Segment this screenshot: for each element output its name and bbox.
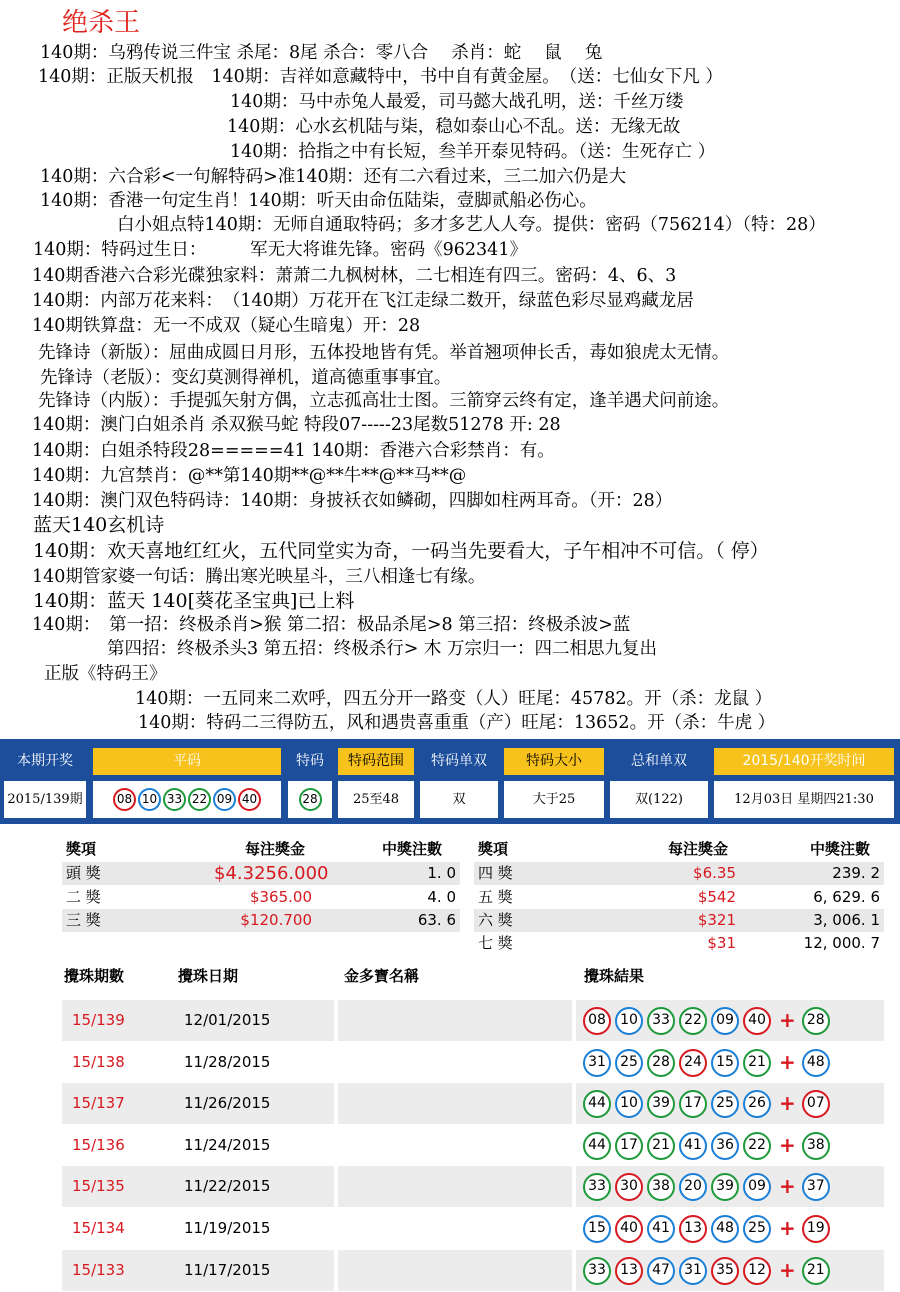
date-cell: 12/01/2015 bbox=[174, 1000, 334, 1041]
text-line: 140期铁算盘：无一不成双（疑心生暗鬼）开：28 bbox=[32, 316, 421, 336]
text-line: 140期：特码过生日： 军无大将谁先锋。密码《962341》 bbox=[33, 240, 527, 260]
text-line: 140期：九宫禁肖：@**第140期**@**牛**@**马**@ bbox=[32, 466, 467, 486]
special-number bbox=[288, 781, 332, 818]
header-size: 特码大小 bbox=[504, 748, 604, 775]
sum-odd-even: 双(122) bbox=[610, 781, 708, 818]
date-cell: 11/17/2015 bbox=[174, 1250, 334, 1291]
lottery-ball: 15 bbox=[583, 1215, 611, 1243]
issue-cell: 15/135 bbox=[62, 1166, 180, 1207]
text-line: 正版《特码王》 bbox=[44, 664, 167, 684]
issue-cell: 15/137 bbox=[62, 1083, 180, 1124]
plus-sign: + bbox=[779, 1133, 796, 1157]
lottery-ball: 40 bbox=[743, 1007, 771, 1035]
text-line: 140期：白姐杀特段28=====41 140期：香港六合彩禁肖：有。 bbox=[32, 441, 555, 461]
text-line: 第四招：终极杀头3 第五招：终极杀行> 木 万宗归一：四二相思九复出 bbox=[107, 639, 657, 659]
prize-row: 頭 獎 $4.3256.000 1. 0 bbox=[62, 862, 460, 885]
lottery-ball: 33 bbox=[583, 1257, 611, 1285]
prize-row: 二 獎 $365.00 4. 0 bbox=[66, 888, 456, 906]
table-row bbox=[62, 1083, 884, 1124]
lottery-ball: 25 bbox=[743, 1215, 771, 1243]
table-row bbox=[62, 1250, 884, 1291]
lottery-ball: 21 bbox=[743, 1049, 771, 1077]
lottery-ball: 47 bbox=[647, 1257, 675, 1285]
text-line: 140期管家婆一句话：腾出寒光映星斗，三八相逢七有缘。 bbox=[32, 567, 486, 587]
results-header-date: 攪珠日期 bbox=[178, 967, 239, 985]
lottery-ball: 17 bbox=[615, 1132, 643, 1160]
lottery-ball: 44 bbox=[583, 1090, 611, 1118]
lottery-ball: 40 bbox=[615, 1215, 643, 1243]
text-line: 140期香港六合彩光碟独家料：萧萧二九枫树林，二七相连有四三。密码：4、6、3 bbox=[32, 266, 677, 286]
prize-header-amount: 每注獎金 bbox=[245, 840, 306, 858]
prize-header-name: 獎項 bbox=[66, 840, 97, 858]
text-line: 140期：澳门白姐杀肖 杀双猴马蛇 特段07-----23尾数51278 开: 28 bbox=[32, 415, 561, 435]
lottery-ball: 22 bbox=[679, 1007, 707, 1035]
balls-cell bbox=[576, 1250, 884, 1291]
date-cell: 11/24/2015 bbox=[184, 1136, 271, 1154]
prize-row: 四 獎 $6.35 239. 2 bbox=[474, 862, 884, 885]
text-line: 140期：特码二三得防五，风和遇贵喜重重（产）旺尾：13652。开（杀：牛虎 ） bbox=[138, 713, 776, 733]
plus-sign: + bbox=[779, 1216, 796, 1240]
text-line: 140期：蓝天 140[葵花圣宝典]已上料 bbox=[33, 590, 355, 612]
header-next-draw-time: 2015/140开奖时间 bbox=[714, 748, 894, 775]
text-line: 140期：正版天机报 140期：吉祥如意藏特中，书中自有黄金屋。 （送：七仙女下凡 ） bbox=[38, 67, 723, 87]
name-cell bbox=[338, 1000, 572, 1041]
draw-period: 2015/139期 bbox=[4, 781, 86, 818]
text-line: 140期：香港一句定生肖！140期：听天由命伍陆柒，壹脚贰船必伤心。 bbox=[40, 191, 597, 211]
date-cell: 11/28/2015 bbox=[184, 1053, 271, 1071]
date-cell: 11/22/2015 bbox=[174, 1166, 334, 1207]
name-cell bbox=[338, 1042, 572, 1083]
lottery-ball: 38 bbox=[647, 1173, 675, 1201]
balls-cell bbox=[576, 1000, 884, 1041]
lottery-ball: 10 bbox=[615, 1090, 643, 1118]
plus-sign: + bbox=[779, 1050, 796, 1074]
lottery-ball: 40 bbox=[238, 788, 261, 811]
lottery-ball: 31 bbox=[679, 1257, 707, 1285]
special-odd-even: 双 bbox=[420, 781, 498, 818]
lottery-ball: 08 bbox=[113, 788, 136, 811]
prize-table bbox=[0, 838, 900, 958]
lottery-ball: 41 bbox=[647, 1215, 675, 1243]
text-line: 140期：内部万花来料： （140期）万花开在飞江走绿二数开，绿蓝色彩尽显鸡藏龙居 bbox=[32, 291, 694, 311]
lottery-ball: 33 bbox=[163, 788, 186, 811]
text-line: 140期：澳门双色特码诗：140期：身披袄衣如鳞砌，四脚如柱两耳奇。（开：28） bbox=[32, 491, 673, 511]
text-line: 140期：六合彩<一句解特码>准140期：还有二六看过来，三二加六仍是大 bbox=[40, 167, 627, 187]
table-row bbox=[62, 1000, 884, 1041]
text-line: 140期：心水玄机陆与柒，稳如泰山心不乱。送：无缘无故 bbox=[227, 117, 681, 137]
lottery-ball: 25 bbox=[615, 1049, 643, 1077]
issue-cell: 15/134 bbox=[72, 1219, 125, 1237]
lottery-ball: 25 bbox=[711, 1090, 739, 1118]
normal-numbers bbox=[93, 781, 281, 818]
special-size: 大于25 bbox=[504, 781, 604, 818]
lottery-ball: 26 bbox=[743, 1090, 771, 1118]
lottery-ball: 09 bbox=[711, 1007, 739, 1035]
lottery-ball: 28 bbox=[299, 788, 322, 811]
text-line: 140期： 第一招：终极杀肖>猴 第二招：极品杀尾>8 第三招：终极杀波>蓝 bbox=[32, 615, 631, 635]
issue-cell: 15/133 bbox=[62, 1250, 180, 1291]
next-draw-time: 12月03日 星期四21:30 bbox=[714, 781, 894, 818]
table-row bbox=[62, 1166, 884, 1207]
lottery-ball: 08 bbox=[583, 1007, 611, 1035]
text-line: 先锋诗（老版）：变幻莫测得禅机，道高德重事事宜。 bbox=[40, 368, 452, 388]
prize-header-amount: 每注獎金 bbox=[668, 840, 729, 858]
lottery-ball: 13 bbox=[679, 1215, 707, 1243]
text-line: 140期：乌鸦传说三件宝 杀尾：8尾 杀合：零八合 杀肖：蛇 鼠 兔 bbox=[40, 43, 603, 63]
table-row bbox=[62, 1208, 884, 1249]
text-line: 140期：欢天喜地红红火，五代同堂实为奇，一码当先要看大，子午相冲不可信。（ 停） bbox=[33, 540, 769, 562]
lottery-ball: 17 bbox=[679, 1090, 707, 1118]
plus-sign: + bbox=[779, 1174, 796, 1198]
lottery-ball: 22 bbox=[743, 1132, 771, 1160]
header-range: 特码范围 bbox=[338, 748, 414, 775]
lottery-ball: 13 bbox=[615, 1257, 643, 1285]
plus-sign: + bbox=[779, 1258, 796, 1282]
lottery-ball: 28 bbox=[802, 1007, 830, 1035]
lottery-ball: 10 bbox=[615, 1007, 643, 1035]
plus-sign: + bbox=[779, 1091, 796, 1115]
balls-cell bbox=[576, 1166, 884, 1207]
lottery-ball: 48 bbox=[711, 1215, 739, 1243]
draw-summary-table bbox=[0, 739, 900, 824]
lottery-ball: 20 bbox=[679, 1173, 707, 1201]
text-line: 140期：拾指之中有长短，叁羊开泰见特码。（送：生死存亡 ） bbox=[230, 142, 716, 162]
prize-row: 五 獎 $542 6, 629. 6 bbox=[478, 888, 880, 906]
lottery-ball: 39 bbox=[647, 1090, 675, 1118]
prize-row: 六 獎 $321 3, 006. 1 bbox=[474, 909, 884, 932]
prize-row: 七 獎 $31 12, 000. 7 bbox=[478, 934, 880, 952]
results-header-issue: 攪珠期數 bbox=[64, 967, 125, 985]
balls-cell bbox=[576, 1208, 884, 1249]
results-header-name: 金多寶名稱 bbox=[344, 967, 420, 985]
text-line: 先锋诗（内版）：手提弧矢射方偶，立志孤高壮士图。三箭穿云终有定，逢羊遇犬问前途。 bbox=[38, 391, 730, 411]
issue-cell: 15/139 bbox=[62, 1000, 180, 1041]
lottery-ball: 28 bbox=[647, 1049, 675, 1077]
text-line: 先锋诗（新版）：屈曲成圆日月形，五体投地皆有凭。举首翘项伸长舌，毒如狼虎太无情。 bbox=[38, 343, 730, 363]
lottery-ball: 35 bbox=[711, 1257, 739, 1285]
special-range: 25至48 bbox=[338, 781, 414, 818]
lottery-ball: 33 bbox=[647, 1007, 675, 1035]
lottery-ball: 36 bbox=[711, 1132, 739, 1160]
header-normal-numbers: 平码 bbox=[93, 748, 281, 775]
lottery-ball: 21 bbox=[647, 1132, 675, 1160]
balls-cell bbox=[576, 1042, 884, 1083]
text-line: 140期：一五同来二欢呼，四五分开一路变（人）旺尾：45782。开（杀：龙鼠 ） bbox=[135, 689, 773, 709]
plus-sign: + bbox=[779, 1008, 796, 1032]
lottery-ball: 09 bbox=[743, 1173, 771, 1201]
lottery-ball: 44 bbox=[583, 1132, 611, 1160]
lottery-ball: 48 bbox=[802, 1049, 830, 1077]
header-odd-even: 特码单双 bbox=[420, 748, 498, 775]
lottery-ball: 31 bbox=[583, 1049, 611, 1077]
balls-cell bbox=[576, 1125, 884, 1166]
lottery-ball: 39 bbox=[711, 1173, 739, 1201]
date-cell: 11/26/2015 bbox=[174, 1083, 334, 1124]
prize-header-name: 獎項 bbox=[478, 840, 509, 858]
lottery-ball: 12 bbox=[743, 1257, 771, 1285]
prize-header-count: 中獎注數 bbox=[810, 840, 871, 858]
lottery-ball: 22 bbox=[188, 788, 211, 811]
lottery-ball: 24 bbox=[679, 1049, 707, 1077]
text-line: 蓝天140玄机诗 bbox=[33, 514, 165, 536]
date-cell: 11/19/2015 bbox=[184, 1219, 271, 1237]
lottery-ball: 07 bbox=[802, 1090, 830, 1118]
issue-cell: 15/136 bbox=[72, 1136, 125, 1154]
lottery-ball: 15 bbox=[711, 1049, 739, 1077]
lottery-ball: 41 bbox=[679, 1132, 707, 1160]
lottery-ball: 19 bbox=[802, 1215, 830, 1243]
lottery-ball: 10 bbox=[138, 788, 161, 811]
lottery-ball: 38 bbox=[802, 1132, 830, 1160]
lottery-ball: 21 bbox=[802, 1257, 830, 1285]
prize-row: 三 獎 $120.700 63. 6 bbox=[62, 909, 460, 932]
lottery-ball: 37 bbox=[802, 1173, 830, 1201]
page-title: 绝杀王 bbox=[62, 8, 141, 38]
table-row bbox=[62, 1042, 884, 1083]
results-header-balls: 攪珠結果 bbox=[584, 967, 645, 985]
name-cell bbox=[338, 1125, 572, 1166]
name-cell bbox=[338, 1083, 572, 1124]
header-current-draw: 本期开奖 bbox=[4, 748, 86, 775]
issue-cell: 15/138 bbox=[72, 1053, 125, 1071]
name-cell bbox=[338, 1208, 572, 1249]
text-line: 140期：马中赤兔人最爱，司马懿大战孔明，送：千丝万缕 bbox=[230, 92, 684, 112]
lottery-ball: 33 bbox=[583, 1173, 611, 1201]
header-sum-odd-even: 总和单双 bbox=[610, 748, 708, 775]
balls-cell bbox=[576, 1083, 884, 1124]
table-row bbox=[62, 1125, 884, 1166]
lottery-ball: 09 bbox=[213, 788, 236, 811]
name-cell bbox=[338, 1250, 572, 1291]
header-special-number: 特码 bbox=[288, 748, 332, 775]
name-cell bbox=[338, 1166, 572, 1207]
prize-header-count: 中獎注數 bbox=[382, 840, 443, 858]
lottery-ball: 30 bbox=[615, 1173, 643, 1201]
text-line: 白小姐点特140期：无师自通取特码；多才多艺人人夸。提供：密码（756214）（特：28） bbox=[117, 215, 826, 235]
